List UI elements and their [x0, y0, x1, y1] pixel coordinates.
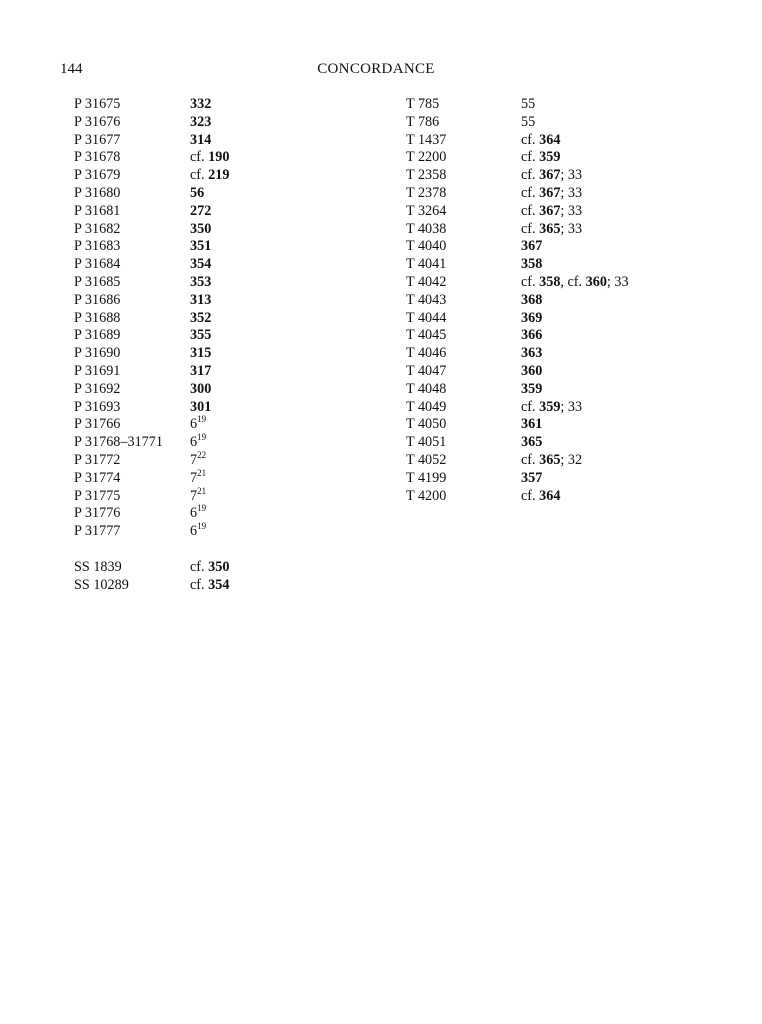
entry-value: [190, 221, 211, 239]
entry-number-bold: 364: [539, 487, 561, 504]
entry-number-bold: 313: [190, 291, 212, 308]
entry-text: cf.: [190, 576, 209, 593]
entry-value: [190, 559, 229, 577]
entry-reference: P 31766: [74, 416, 121, 433]
entry-value: [190, 114, 211, 132]
entry-value: [521, 310, 542, 328]
entry-number-bold: 360: [585, 273, 607, 290]
entry-reference: P 31681: [74, 202, 121, 219]
entry-reference: P 31675: [74, 96, 121, 112]
entry-text: cf.: [521, 487, 540, 504]
entry-number-bold: 360: [521, 362, 543, 379]
entry-text: cf.: [521, 220, 540, 237]
entry-text: 6: [190, 505, 198, 522]
entry-value: [521, 292, 542, 310]
entry-text: cf.: [521, 149, 540, 166]
entry-reference: T 4049: [406, 398, 447, 415]
entry-number-bold: 366: [521, 327, 543, 344]
entry-text: cf.: [521, 184, 540, 201]
entry-text: 6: [190, 434, 198, 451]
entry-number-bold: 365: [539, 220, 561, 237]
footnote-superscript: 21: [197, 467, 207, 478]
entry-reference: T 4040: [406, 238, 447, 255]
entry-reference: P 31679: [74, 167, 121, 184]
entry-value: [521, 96, 535, 114]
entry-number-bold: 219: [208, 167, 230, 184]
entry-value: [190, 523, 206, 541]
entry-reference: T 2200: [406, 149, 447, 166]
entry-number-bold: 354: [208, 576, 230, 593]
entry-reference: P 31683: [74, 238, 121, 255]
entry-number-bold: 300: [190, 380, 212, 397]
page-number: 144: [60, 61, 83, 77]
entry-value: [190, 381, 211, 399]
entry-reference: P 31677: [74, 131, 121, 148]
entry-value: [521, 203, 582, 221]
entry-number-bold: 315: [190, 345, 212, 362]
entry-number-bold: 332: [190, 96, 212, 112]
entry-value: [190, 310, 211, 328]
entry-number-bold: 56: [190, 184, 205, 201]
entry-reference: P 31690: [74, 345, 121, 362]
entry-value: [190, 167, 229, 185]
entry-value: [190, 327, 211, 345]
entry-value: [521, 470, 542, 488]
entry-number-bold: 355: [190, 327, 212, 344]
footnote-superscript: 19: [197, 503, 207, 514]
entry-value: [190, 292, 211, 310]
entry-reference: T 4050: [406, 416, 447, 433]
entry-text: 7: [190, 451, 198, 468]
entry-text: 6: [190, 416, 198, 433]
entry-number-bold: 367: [539, 167, 561, 184]
entry-reference: P 31684: [74, 256, 121, 273]
entry-number-bold: 359: [521, 380, 543, 397]
entry-reference: T 4044: [406, 309, 447, 326]
entry-text: ; 33: [560, 202, 583, 219]
entry-reference: T 785: [406, 96, 440, 112]
entry-reference: T 4041: [406, 256, 447, 273]
entry-text: cf.: [521, 202, 540, 219]
entry-value: [521, 274, 629, 292]
entry-number-bold: 364: [539, 131, 561, 148]
entry-text: cf.: [190, 558, 209, 575]
entry-reference: P 31678: [74, 149, 121, 166]
entry-value: [521, 452, 582, 470]
entry-reference: T 4042: [406, 273, 447, 290]
entry-value: [521, 149, 560, 167]
entry-reference: P 31682: [74, 220, 121, 237]
entry-text: cf.: [521, 451, 540, 468]
entry-reference: P 31777: [74, 523, 121, 540]
footnote-superscript: 19: [197, 432, 207, 443]
entry-value: [521, 167, 582, 185]
entry-value: [521, 132, 560, 150]
entry-value: [190, 203, 211, 221]
entry-reference: T 4038: [406, 220, 447, 237]
entry-value: [521, 345, 542, 363]
entry-value: [190, 132, 211, 150]
entry-text: cf.: [521, 273, 540, 290]
entry-number-bold: 358: [539, 273, 561, 290]
entry-number-bold: 357: [521, 469, 543, 486]
entry-reference: P 31680: [74, 184, 121, 201]
entry-reference: T 4048: [406, 380, 447, 397]
entry-number-bold: 363: [521, 345, 543, 362]
page-title: CONCORDANCE: [317, 61, 435, 77]
entry-text: cf.: [521, 167, 540, 184]
entry-number-bold: 354: [190, 256, 212, 273]
footnote-superscript: 21: [197, 485, 207, 496]
entry-text: cf.: [190, 167, 209, 184]
entry-reference: P 31693: [74, 398, 121, 415]
entry-value: [190, 238, 211, 256]
entry-number-bold: 367: [539, 184, 561, 201]
entry-text: cf.: [190, 149, 209, 166]
entry-reference: T 4043: [406, 291, 447, 308]
entry-value: [190, 149, 229, 167]
entry-text: 55: [521, 113, 536, 130]
entry-reference: T 4045: [406, 327, 447, 344]
entry-number-bold: 317: [190, 362, 212, 379]
entry-number-bold: 352: [190, 309, 212, 326]
entry-reference: P 31776: [74, 505, 121, 522]
entry-number-bold: 351: [190, 238, 212, 255]
entry-value: [521, 381, 542, 399]
entry-value: [521, 256, 542, 274]
entry-value: [521, 399, 582, 417]
entry-value: [190, 345, 211, 363]
entry-text: ; 33: [560, 184, 583, 201]
entry-value: [521, 185, 582, 203]
page-header: [60, 61, 692, 81]
entry-number-bold: 368: [521, 291, 543, 308]
entry-text: 7: [190, 487, 198, 504]
entry-number-bold: 301: [190, 398, 212, 415]
entry-value: [521, 221, 582, 239]
footnote-superscript: 19: [197, 521, 207, 532]
entry-reference: P 31774: [74, 469, 121, 486]
entry-number-bold: 358: [521, 256, 543, 273]
entry-text: 7: [190, 469, 198, 486]
entry-number-bold: 359: [539, 398, 561, 415]
entry-number-bold: 190: [208, 149, 230, 166]
entry-text: ; 33: [560, 398, 583, 415]
entry-reference: T 4047: [406, 362, 447, 379]
entry-text: cf.: [521, 398, 540, 415]
entry-number-bold: 350: [208, 558, 230, 575]
entry-value: [521, 238, 542, 256]
entry-text: ; 33: [560, 220, 583, 237]
entry-reference: T 2378: [406, 184, 447, 201]
entry-value: [190, 274, 211, 292]
entry-number-bold: 365: [539, 451, 561, 468]
entry-value: [521, 434, 542, 452]
entry-number-bold: 353: [190, 273, 212, 290]
entry-text: ; 32: [560, 451, 583, 468]
entry-reference: T 4199: [406, 469, 447, 486]
entry-reference: P 31689: [74, 327, 121, 344]
entry-number-bold: 369: [521, 309, 543, 326]
entry-number-bold: 350: [190, 220, 212, 237]
entry-reference: P 31768–31771: [74, 434, 163, 451]
entry-reference: SS 10289: [74, 576, 129, 593]
entry-reference: P 31688: [74, 309, 121, 326]
entry-value: [521, 416, 542, 434]
footnote-superscript: 22: [197, 449, 207, 460]
entry-reference: T 3264: [406, 202, 447, 219]
entry-reference: P 31772: [74, 451, 121, 468]
entry-value: [190, 185, 204, 203]
entry-text: ; 33: [560, 167, 583, 184]
entry-value: [521, 363, 542, 381]
entry-reference: P 31691: [74, 362, 121, 379]
entry-reference: P 31685: [74, 273, 121, 290]
entry-text: 6: [190, 523, 198, 540]
entry-value: [190, 363, 211, 381]
entry-value: [521, 114, 535, 132]
entry-reference: T 786: [406, 113, 440, 130]
entry-reference: T 4051: [406, 434, 447, 451]
entry-value: [190, 96, 211, 114]
entry-value: [190, 577, 229, 595]
entry-text: 55: [521, 96, 536, 112]
entry-number-bold: 361: [521, 416, 543, 433]
entry-reference: T 4200: [406, 487, 447, 504]
entry-reference: P 31775: [74, 487, 121, 504]
entry-number-bold: 272: [190, 202, 212, 219]
entry-value: [190, 256, 211, 274]
entry-text: , cf.: [560, 273, 586, 290]
entry-value: [521, 488, 560, 506]
entry-value: [521, 327, 542, 345]
entry-number-bold: 367: [521, 238, 543, 255]
entry-reference: SS 1839: [74, 558, 122, 575]
entry-reference: T 4052: [406, 451, 447, 468]
entry-reference: P 31676: [74, 113, 121, 130]
entry-reference: P 31686: [74, 291, 121, 308]
entry-number-bold: 314: [190, 131, 212, 148]
entry-text: ; 33: [606, 273, 629, 290]
entry-reference: T 1437: [406, 131, 447, 148]
entry-reference: T 4046: [406, 345, 447, 362]
footnote-superscript: 19: [197, 414, 207, 425]
entry-number-bold: 323: [190, 113, 212, 130]
entry-number-bold: 365: [521, 434, 543, 451]
entry-number-bold: 359: [539, 149, 561, 166]
entry-number-bold: 367: [539, 202, 561, 219]
entry-reference: P 31692: [74, 380, 121, 397]
entry-text: cf.: [521, 131, 540, 148]
entry-reference: T 2358: [406, 167, 447, 184]
